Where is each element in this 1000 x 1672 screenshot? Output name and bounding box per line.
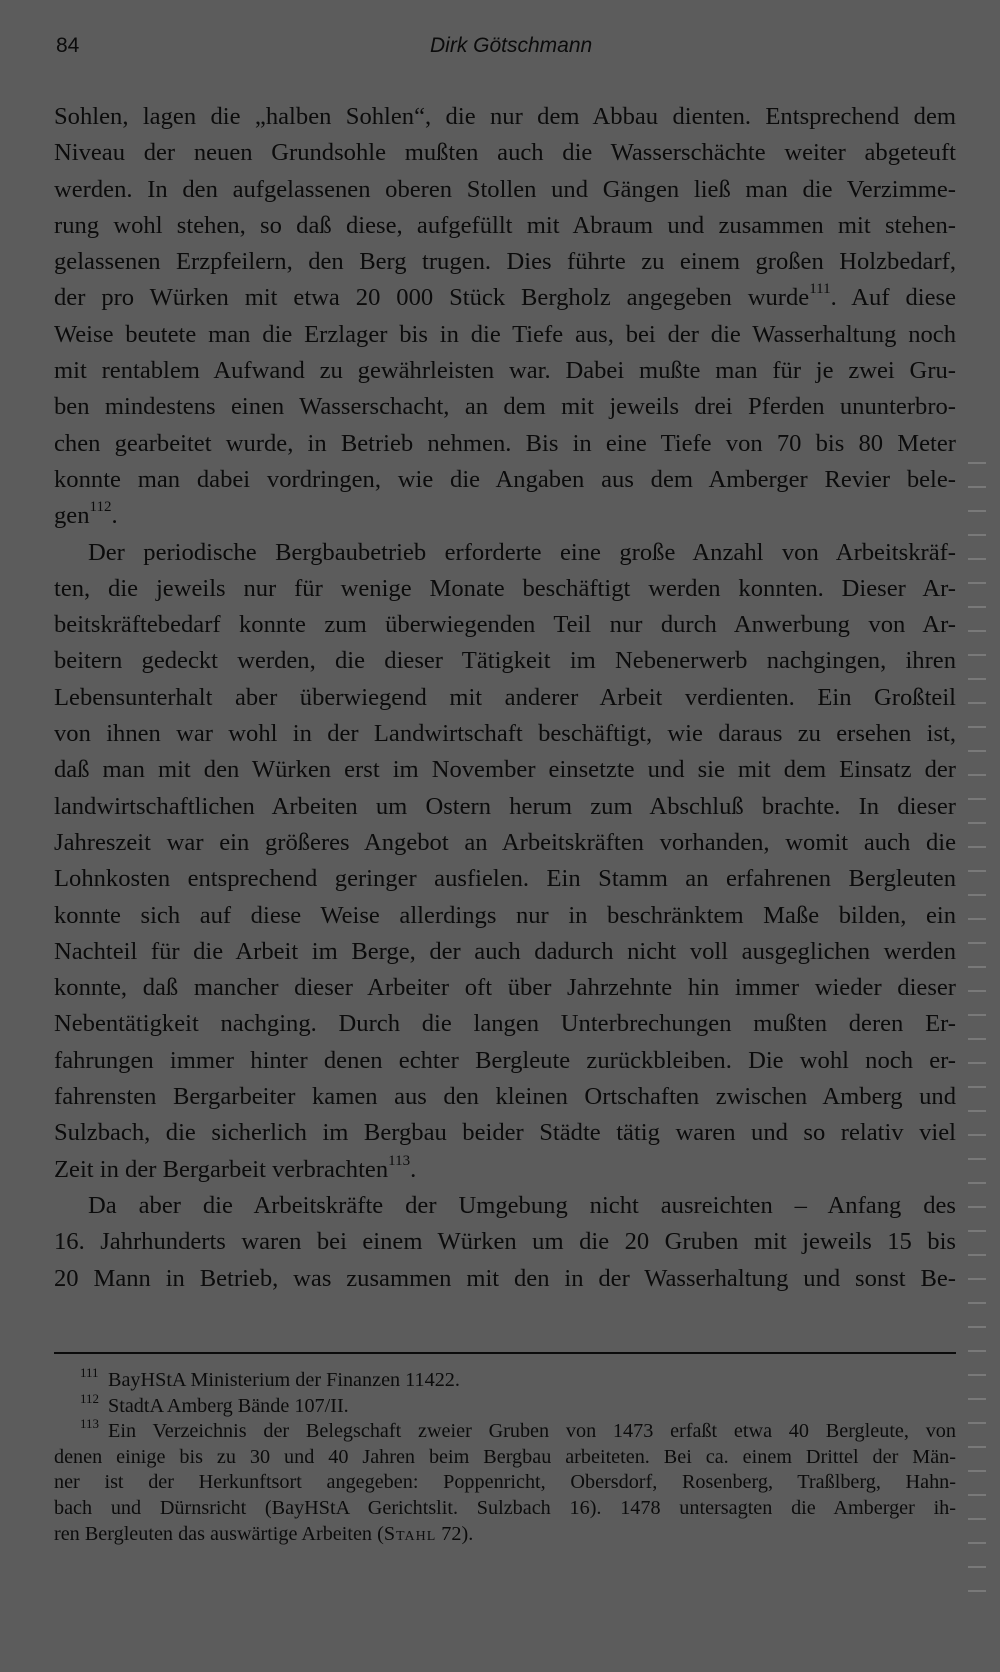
text-line: Nebentätigkeit nachging. Durch die langen Unterbrechungen mußten deren Er- [54, 1010, 956, 1038]
text-line: Weise beutete man die Erzlager bis in die Tiefe aus, bei der die Wasserhaltung noch [54, 320, 956, 348]
footnote-ref-112[interactable]: 112 [89, 499, 112, 516]
text-line: chen gearbeitet wurde, in Betrieb nehmen. Bis in eine Tiefe von 70 bis 80 Meter [54, 429, 956, 457]
text-line: Sohlen, lagen die „halben Sohlen“, die nur dem Abbau dienten. Entsprechend dem [54, 103, 956, 130]
text-line: von ihnen war wohl in der Landwirtschaft beschäftigt, wie daraus zu ersehen ist, [54, 720, 956, 748]
text-line: 20 Mann in Betrieb, was zusammen mit den in der Wasserhaltung und sonst Be- [54, 1264, 956, 1292]
text-line [54, 498, 956, 534]
text-line: konnte man dabei vordringen, wie die Angaben aus dem Amberger Revier bele- [54, 465, 956, 493]
footnote-line: ner ist der Herkunftsort angegeben: Poppenricht, Obersdorf, Rosenberg, Traßlberg, Hahn- [54, 1471, 956, 1494]
scan-edge-artifact [968, 440, 986, 1600]
footnote-ref-113[interactable]: 113 [388, 1152, 411, 1169]
running-head: Dirk Götschmann [430, 34, 593, 57]
text-line: gelassenen Erzpfeilern, den Berg trugen. Dies führte zu einem großen Holzbedarf, [54, 248, 956, 276]
text-line: daß man mit den Würken erst im November einsetzte und sie mit dem Einsatz der [54, 756, 956, 784]
page-number: 84 [56, 34, 80, 57]
text-line: Nachteil für die Arbeit im Berge, der auch dadurch nicht voll ausgeglichen werden [54, 937, 956, 965]
text-segment: . Auf diese [830, 284, 956, 312]
text-line [54, 280, 956, 316]
footnote-text: ren Bergleuten das auswärtige Arbeiten ( [54, 1522, 384, 1545]
page-header [0, 34, 1000, 64]
footnote-separator [54, 1352, 956, 1354]
text-segment: gen [54, 502, 90, 530]
text-line: fahrungen immer hinter denen echter Bergleute zurückbleiben. Die wohl noch er- [54, 1046, 956, 1074]
text-line: ben mindestens einen Wasserschacht, an dem mit jeweils drei Pferden ununterbro- [54, 393, 956, 421]
text-line: werden. In den aufgelassenen oberen Stollen und Gängen ließ man die Verzimme- [54, 175, 956, 203]
footnote-111 [54, 1365, 956, 1394]
footnote-line: bach und Dürnsricht (BayHStA Gerichtslit. Sulzbach 16). 1478 untersagten die Amberger ih- [54, 1496, 956, 1519]
citation-author: Stahl [383, 1522, 437, 1545]
footnote-text: Ein Verzeichnis der Belegschaft zweier Gruben von 1473 erfaßt etwa 40 Bergleute, von [108, 1420, 956, 1443]
text-line: Sulzbach, die sicherlich im Bergbau beider Städte tätig waren und so relativ viel [54, 1119, 956, 1147]
footnote-line: 112 StadtA Amberg Bände 107/II. [80, 1390, 349, 1417]
footnote-113 [54, 1416, 956, 1547]
text-segment: . [111, 502, 118, 530]
footnote-line: 111 BayHStA Ministerium der Finanzen 11422. [80, 1365, 460, 1391]
text-line: beitern gedeckt werden, die dieser Tätigkeit im Nebenerwerb nachgingen, ihren [54, 647, 956, 675]
paragraph-1 [54, 99, 956, 535]
text-segment: . [410, 1155, 417, 1183]
paragraph-3 [54, 1188, 956, 1297]
text-line: Da aber die Arbeitskräfte der Umgebung nicht ausreichten – Anfang des [88, 1191, 956, 1219]
text-line: mit rentablem Aufwand zu gewährleisten war. Dabei mußte man für je zwei Gru- [54, 357, 956, 385]
text-line: fahrensten Bergarbeiter kamen aus den kleinen Ortschaften zwischen Amberg und [54, 1083, 956, 1111]
text-line: Der periodische Bergbaubetrieb erforderte eine große Anzahl von Arbeitskräf- [88, 538, 956, 566]
footnote-text: BayHStA Ministerium der Finanzen 11422. [108, 1369, 460, 1391]
text-line: landwirtschaftlichen Arbeiten um Ostern herum zum Abschluß brachte. In dieser [54, 792, 956, 820]
text-line: rung wohl stehen, so daß diese, aufgefüllt mit Abraum und zusammen mit stehen- [54, 211, 956, 239]
footnote-line: denen einige bis zu 30 und 40 Jahren beim Bergbau arbeiteten. Bei ca. einem Drittel der Män- [54, 1445, 956, 1468]
footnotes [54, 1365, 956, 1547]
text-segment: der pro Würken mit etwa 20 000 Stück Bergholz angegeben wurde [54, 284, 810, 312]
text-segment: Zeit in der Bergarbeit verbrachten [54, 1155, 389, 1183]
footnote-text: StadtA Amberg Bände 107/II. [108, 1394, 349, 1417]
text-line [54, 1152, 956, 1188]
footnote-ref-111[interactable]: 111 [809, 281, 831, 298]
text-line: ten, die jeweils nur für wenige Monate beschäftigt werden konnten. Dieser Ar- [54, 574, 956, 602]
text-line: beitskräftebedarf konnte zum überwiegenden Teil nur durch Anwerbung von Ar- [54, 611, 956, 639]
text-line: Lohnkosten entsprechend geringer ausfielen. Ein Stamm an erfahrenen Bergleuten [54, 865, 956, 893]
text-line: Jahreszeit war ein größeres Angebot an Arbeitskräften vorhanden, womit auch die [54, 828, 956, 856]
footnote-line: 113 Ein Verzeichnis der Belegschaft zweier Gruben von 1473 erfaßt etwa 40 Bergleute, von [80, 1416, 956, 1443]
body-text [54, 99, 956, 1297]
text-line: Niveau der neuen Grundsohle mußten auch die Wasserschächte weiter abgeteuft [54, 139, 956, 167]
text-line: Lebensunterhalt aber überwiegend mit anderer Arbeit verdienten. Ein Großteil [54, 683, 956, 711]
paragraph-2 [54, 535, 956, 1188]
footnote-text: 72). [436, 1522, 474, 1545]
footnote-112 [54, 1390, 956, 1420]
text-line: 16. Jahrhunderts waren bei einem Würken um die 20 Gruben mit jeweils 15 bis [54, 1228, 956, 1256]
footnote-line [54, 1522, 956, 1548]
text-line: konnte, daß mancher dieser Arbeiter oft über Jahrzehnte hin immer wieder dieser [54, 974, 956, 1002]
text-line: konnte sich auf diese Weise allerdings nur in beschränktem Maße bilden, ein [54, 901, 956, 929]
